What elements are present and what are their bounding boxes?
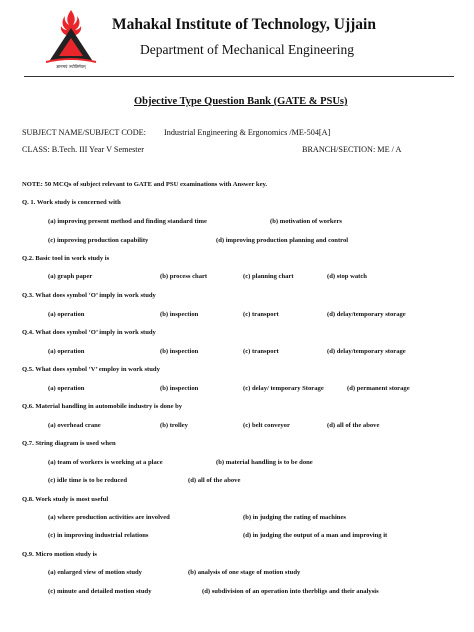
branch-label: BRANCH/SECTION: ME / A — [302, 145, 402, 154]
subject-label: SUBJECT NAME/SUBJECT CODE: — [22, 128, 146, 137]
q7-option-c: (c) idle time is to be reduced — [48, 477, 127, 484]
q5-option-a: (a) operation — [48, 385, 85, 392]
question-7: Q.7. String diagram is used when — [22, 440, 116, 447]
q1-option-b: (b) motivation of workers — [270, 218, 342, 225]
subject-value: Industrial Engineering & Ergonomics /ME-504[A] — [164, 128, 331, 137]
q9-option-b: (b) analysis of one stage of motion study — [188, 569, 301, 576]
question-1: Q. 1. Work study is concerned with — [22, 199, 121, 206]
logo-tagline: ज्ञानमयं ज्योतिर्मयम् — [56, 64, 86, 69]
q2-option-b: (b) process chart — [160, 273, 208, 280]
q5-option-b: (b) inspection — [160, 385, 199, 392]
q9-option-c: (c) minute and detailed motion study — [48, 588, 152, 595]
q3-option-c: (c) transport — [243, 311, 279, 318]
q6-option-c: (c) belt conveyor — [243, 422, 290, 429]
q7-option-b: (b) material handling is to be done — [216, 459, 313, 466]
q2-option-c: (c) planning chart — [243, 273, 294, 280]
q2-option-a: (a) graph paper — [48, 273, 93, 280]
q7-option-a: (a) team of workers is working at a place — [48, 459, 163, 466]
q6-option-d: (d) all of the above — [327, 422, 380, 429]
question-6: Q.6. Material handling in automobile industry is done by — [22, 403, 183, 410]
q9-option-d: (d) subdivision of an operation into therbligs and their analysis — [202, 588, 379, 595]
q4-option-a: (a) operation — [48, 348, 85, 355]
q8-option-d: (d) in judging the output of a man and improving it — [243, 532, 388, 539]
q1-option-a: (a) improving present method and finding standard time — [48, 218, 207, 225]
header-divider — [24, 76, 454, 77]
question-3: Q.3. What does symbol ‘O’ imply in work study — [22, 292, 156, 299]
question-5: Q.5. What does symbol ‘V’ employ in work study — [22, 366, 160, 373]
note-text: NOTE: 50 MCQs of subject relevant to GATE and PSU examinations with Answer key. — [22, 181, 268, 188]
question-2: Q.2. Basic tool in work study is — [22, 255, 110, 262]
institute-logo — [40, 6, 102, 70]
q9-option-a: (a) enlarged view of motion study — [48, 569, 142, 576]
question-4: Q.4. What does symbol ‘O’ imply in work study — [22, 329, 156, 336]
q4-option-d: (d) delay/temporary storage — [327, 348, 406, 355]
question-8: Q.8. Work study is most useful — [22, 496, 109, 503]
q6-option-b: (b) trolley — [160, 422, 188, 429]
q3-option-b: (b) inspection — [160, 311, 199, 318]
q5-option-d: (d) permanent storage — [347, 385, 410, 392]
q5-option-c: (c) delay/ temporary Storage — [243, 385, 324, 392]
q6-option-a: (a) overhead crane — [48, 422, 101, 429]
q3-option-a: (a) operation — [48, 311, 85, 318]
question-9: Q.9. Micro motion study is — [22, 551, 97, 558]
question-bank-title: Objective Type Question Bank (GATE & PSUs) — [134, 96, 348, 107]
q4-option-b: (b) inspection — [160, 348, 199, 355]
department-name: Department of Mechanical Engineering — [140, 42, 355, 57]
q2-option-d: (d) stop watch — [327, 273, 367, 280]
q4-option-c: (c) transport — [243, 348, 279, 355]
q8-option-a: (a) where production activities are involved — [48, 514, 170, 521]
q8-option-b: (b) in judging the rating of machines — [243, 514, 346, 521]
class-label: CLASS: B.Tech. III Year V Semester — [22, 145, 144, 154]
q7-option-d: (d) all of the above — [188, 477, 241, 484]
q8-option-c: (c) in improving industrial relations — [48, 532, 149, 539]
institute-name: Mahakal Institute of Technology, Ujjain — [112, 16, 376, 33]
q1-option-d: (d) improving production planning and control — [216, 237, 349, 244]
q1-option-c: (c) improving production capability — [48, 237, 149, 244]
q3-option-d: (d) delay/temporary storage — [327, 311, 406, 318]
